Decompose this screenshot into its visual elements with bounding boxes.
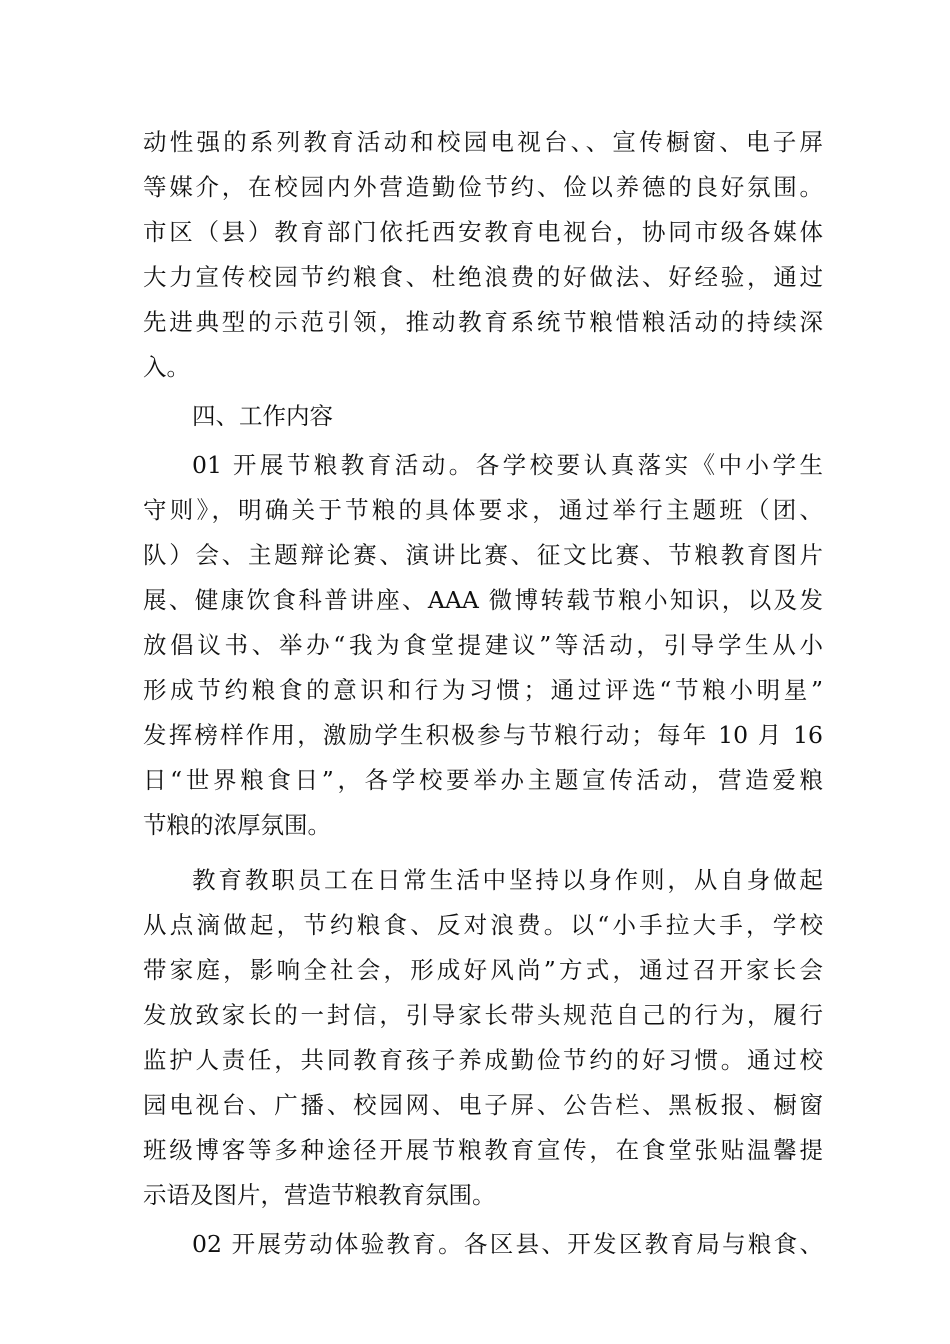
text-line: 从点滴做起，节约粮食、反对浪费。以“小手拉大手，学校 [143, 911, 823, 939]
text-line: 示语及图片，营造节粮教育氛围。 [143, 1181, 496, 1209]
text-line: 带家庭，影响全社会，形成好风尚”方式，通过召开家长会 [143, 956, 823, 984]
text-line: 日“世界粮食日”，各学校要举办主题宣传活动，营造爱粮 [143, 766, 823, 794]
text-line: 发放致家长的一封信，引导家长带头规范自己的行为，履行 [143, 1001, 823, 1029]
text-line: 节粮的浓厚氛围。 [143, 811, 331, 839]
paragraph-continued [143, 120, 823, 390]
text-line: 守则》，明确关于节粮的具体要求，通过举行主题班（团、 [143, 496, 823, 524]
paragraph-staff-example [143, 858, 823, 1218]
paragraph-labor-experience [143, 1222, 823, 1267]
text-line: 展、健康饮食科普讲座、AAA 微博转载节粮小知识，以及发 [143, 586, 823, 614]
text-line: 01 开展节粮教育活动。各学校要认真落实《中小学生 [192, 451, 823, 479]
text-line: 班级博客等多种途径开展节粮教育宣传，在食堂张贴温馨提 [143, 1136, 823, 1164]
text-line: 监护人责任，共同教育孩子养成勤俭节约的好习惯。通过校 [143, 1046, 823, 1074]
text-line: 园电视台、广播、校园网、电子屏、公告栏、黑板报、橱窗 [143, 1091, 823, 1119]
text-line: 教育教职员工在日常生活中坚持以身作则，从自身做起 [192, 866, 823, 894]
document-body [143, 120, 823, 1267]
text-line: 放倡议书、举办“我为食堂提建议”等活动，引导学生从小 [143, 631, 823, 659]
text-line: 形成节约粮食的意识和行为习惯；通过评选“节粮小明星” [143, 676, 823, 704]
text-line: 队）会、主题辩论赛、演讲比赛、征文比赛、节粮教育图片 [143, 541, 823, 569]
text-line: 动性强的系列教育活动和校园电视台、、宣传橱窗、电子屏 [143, 128, 823, 156]
paragraph-food-saving-education [143, 443, 823, 848]
text-line: 等媒介，在校园内外营造勤俭节约、俭以养德的良好氛围。 [143, 173, 823, 201]
text-line: 02 开展劳动体验教育。各区县、开发区教育局与粮食、 [192, 1230, 823, 1258]
section-heading: 四、工作内容 [192, 402, 333, 430]
text-line: 大力宣传校园节约粮食、杜绝浪费的好做法、好经验，通过 [143, 263, 823, 291]
text-line: 先进典型的示范引领，推动教育系统节粮惜粮活动的持续深 [143, 308, 823, 336]
text-line: 市区（县）教育部门依托西安教育电视台，协同市级各媒体 [143, 218, 823, 246]
text-line: 发挥榜样作用，激励学生积极参与节粮行动；每年 10 月 16 [143, 721, 823, 749]
text-line: 入。 [143, 353, 190, 381]
